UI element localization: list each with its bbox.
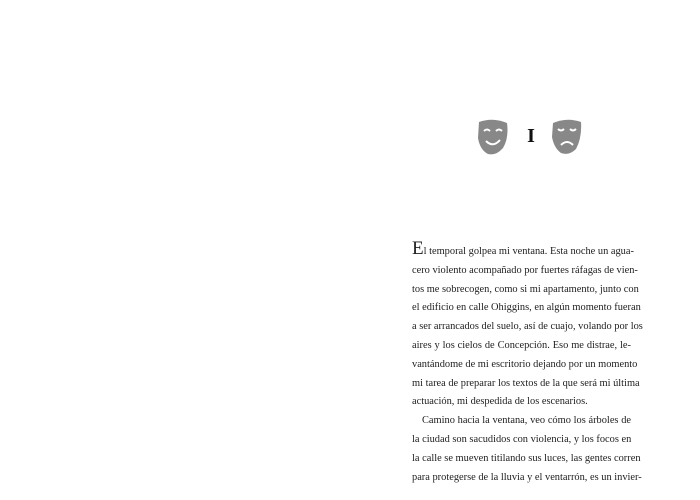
text-line: a ser arrancados del suelo, así de cuajo, volando por los [412,321,643,333]
text-line: tos me sobrecogen, como si mi apartamento, junto con [412,283,639,295]
chapter-body-text [412,238,643,487]
text-line: El temporal golpea mi ventana. Esta noche un agua- [412,238,634,259]
drop-cap: E [412,238,424,259]
text-line: aires y los cielos de Concepción. Eso me distrae, le- [412,339,631,351]
text-line: vantándome de mi escritorio dejando por un momento [412,358,638,370]
text-line: para protegerse de la lluvia y el ventarrón, es un invier- [412,471,642,483]
text-line: la ciudad son sacudidos con violencia, y los focos en [412,433,632,445]
text-line: la calle se mueven titilando sus luces, las gentes corren [412,452,641,464]
chapter-number: I [527,125,535,147]
text-line: mi tarea de preparar los textos de la que será mi última [412,377,640,389]
text-line: actuación, mi despedida de los escenarios. [412,396,588,408]
text-line: Camino hacia la ventana, veo cómo los árboles de [422,415,631,427]
tragedy-mask-icon [550,118,584,156]
paragraph-2 [412,412,642,487]
paragraph-1 [412,238,643,412]
text-line: el edificio en calle Ohiggins, en algún momento fueran [412,302,641,314]
comedy-mask-icon [476,118,510,156]
chapter-heading [476,118,586,156]
text-line: cero violento acompañado por fuertes ráfagas de vien- [412,264,638,276]
